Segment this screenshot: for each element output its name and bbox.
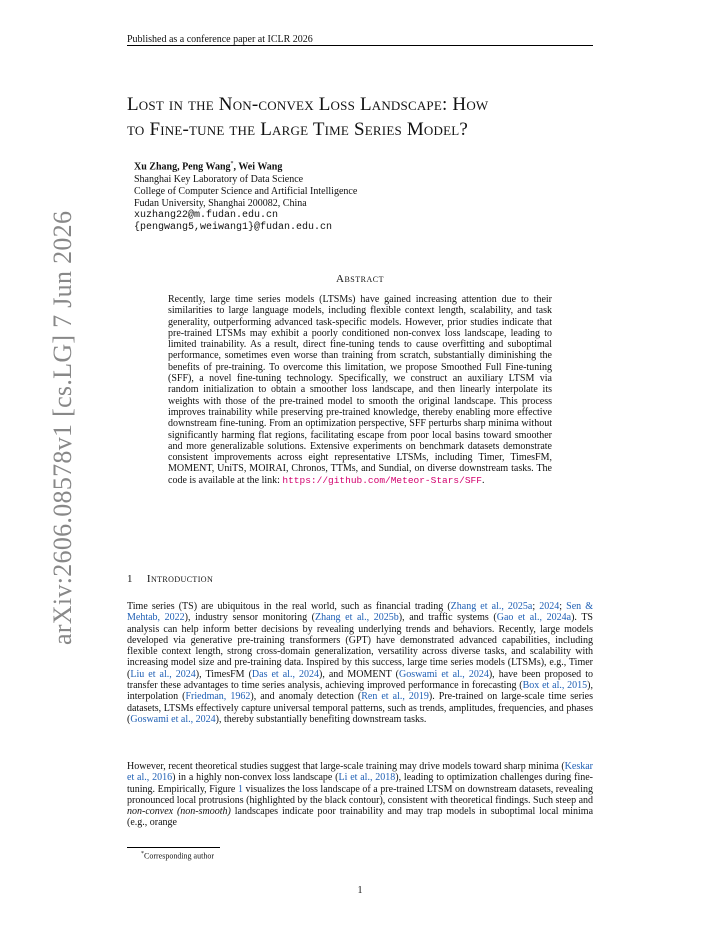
paragraph-text: However, recent theoretical studies suggest that large-scale training may drive models toward sharp minima (	[127, 761, 565, 772]
intro-paragraph-2	[127, 761, 593, 829]
arxiv-identifier: arXiv:2606.08578v1 [cs.LG] 7 Jun 2026	[48, 210, 77, 645]
citation-link[interactable]: Zhang et al., 2025b	[315, 612, 399, 624]
author-block	[134, 158, 357, 235]
author-names-tail: , Wei Wang	[233, 161, 283, 173]
paragraph-text: ) in a highly non-convex loss landscape (	[172, 772, 339, 784]
affiliation-lab: Shanghai Key Laboratory of Data Science	[134, 173, 304, 185]
footnote-rule	[127, 847, 220, 848]
citation-link[interactable]: Keskar et al., 2016	[127, 761, 593, 784]
affiliation-college: College of Computer Science and Artificial Intelligence	[134, 185, 358, 197]
title-line-2: to Fine-tune the Large Time Series Model?	[127, 119, 469, 140]
abstract-heading: Abstract	[336, 273, 384, 285]
paragraph-text: ). Pre-trained on large-scale time series datasets, LTSMs effectively capture universal temporal patterns, such as trends, amplitudes, frequencies, and phases (	[127, 691, 594, 725]
abstract-text: Recently, large time series models (LTSMs) have gained increasing attention due to their similarities to large language models, including flexible context length, scalability, and task generality, outperforming advanced task-specific models. However, prior studies indicate that pre-trained LTSMs may exhibit a poorly conditioned non-convex loss landscape, leading to limited trainability. As a result, direct fine-tuning tends to cause overfitting and suboptimal performance, sometimes even worse than training from scratch, substantially diminishing the benefits of pre-training. To overcome this limitation, we propose Smoothed Full Fine-tuning (SFF), a novel fine-tuning technology. Specifically, we construct an auxiliary LTSM via random initialization to obtain a smoother loss landscape, and then linearly interpolate its weights with those of the pre-trained model to smooth the original landscape. This process improves trainability while preserving pre-trained knowledge, thereby enabling more effective downstream fine-tuning. From an optimization perspective, SFF perturbs sharp minima without significantly harming flat regions, facilitating escape from poor local basins toward smoother and more generalizable solutions. Extensive experiments on benchmark datasets demonstrate consistent improvements across eight representative LTSMs, including Timer, TimesFM, MOMENT, UniTS, MOIRAI, Chronos, TTMs, and Sundial, on diverse downstream tasks. The code is available at the link:	[168, 294, 552, 486]
citation-link[interactable]: Goswami et al., 2024	[398, 668, 489, 680]
abstract-body: Recently, large time series models (LTSMs) have gained increasing attention due to their similarities to large language models, including flexible context length, scalability, and task generality, outperforming advanced task-specific models. However, prior studies indicate that pre-trained LTSMs may exhibit a poorly conditioned non-convex loss landscape, leading to limited trainability. As a result, direct fine-tuning tends to cause overfitting and suboptimal performance, sometimes even worse than training from scratch, substantially diminishing the benefits of pre-training. To overcome this limitation, we propose Smoothed Full Fine-tuning (SFF), a novel fine-tuning technology. Specifically, we construct an auxiliary LTSM via random initialization to obtain a smoother loss landscape, and then linearly interpolate its weights with those of the pre-trained model to smooth the original landscape. This process improves trainability while preserving pre-trained knowledge, thereby enabling more effective downstream fine-tuning. From an optimization perspective, SFF perturbs sharp minima without significantly harming flat regions, facilitating escape from poor local basins toward smoother and more generalizable solutions. Extensive experiments on benchmark datasets demonstrate consistent improvements across eight representative LTSMs, including Timer, TimesFM, MOMENT, UniTS, MOIRAI, Chronos, TTMs, and Sundial, on diverse downstream tasks. The code is available at the link: https://github.com/Meteor-Stars/SFF.	[168, 294, 552, 486]
email-2[interactable]: {pengwang5,weiwang1}@fudan.edu.cn	[134, 222, 333, 234]
paragraph-text: Time series (TS) are ubiquitous in the real world, such as financial trading (	[127, 601, 451, 612]
page-number: 1	[357, 885, 363, 896]
paragraph-text: ), TimesFM (	[195, 668, 252, 680]
paragraph-text: ;	[532, 601, 540, 612]
section-title: Introduction	[146, 573, 214, 585]
running-header: Published as a conference paper at ICLR 2026	[127, 34, 313, 45]
paragraph-text: ), industry sensor monitoring (	[184, 612, 315, 624]
author-names	[134, 158, 357, 174]
footnote-mark: *	[141, 851, 144, 857]
paragraph-text: ), thereby substantially benefiting downstream tasks.	[215, 713, 427, 725]
emphasis-text: non-convex (non-smooth)	[127, 806, 231, 818]
paragraph-text: ), interpolation (	[127, 680, 594, 703]
paragraph-text: ), and anomaly detection (	[250, 691, 362, 703]
section-heading	[127, 573, 213, 585]
section-number: 1	[127, 573, 133, 585]
citation-link[interactable]: Liu et al., 2024	[130, 668, 196, 680]
paper-title	[127, 92, 597, 142]
title-line-1: Lost in the Non-convex Loss Landscape: How	[127, 94, 489, 115]
citation-link[interactable]: Li et al., 2018	[338, 772, 396, 784]
affiliation-university: Fudan University, Shanghai 200082, China	[134, 197, 307, 209]
author-names-main: Xu Zhang, Peng Wang	[134, 161, 231, 173]
code-link[interactable]: https://github.com/Meteor-Stars/SFF	[282, 474, 482, 486]
citation-link[interactable]: Ren et al., 2019	[361, 691, 429, 703]
intro-paragraph-1	[127, 601, 593, 725]
paragraph-text: ), and traffic systems (	[398, 612, 497, 624]
paragraph-text: ), leading to optimization challenges during fine-tuning. Empirically, Figure	[127, 772, 593, 795]
citation-link[interactable]: Gao et al., 2024a	[496, 612, 572, 624]
paragraph-text: ). TS analysis can help inform better decisions by revealing underlying trends and behaviors. Recently, large models developed via generative pre-training transformers (GPT) have demonstrated advanced capabilities, including flexible context length, strong cross-domain generalization, versatility across diverse tasks, and scalability with increasing model size and pre-training data. Inspired by this success, large time series models (LTSMs), e.g., Timer (	[127, 612, 593, 680]
paragraph-text: landscapes indicate poor trainability and may trap models in suboptimal local minima (e.g., orange	[127, 806, 594, 829]
citation-link[interactable]: Friedman, 1962	[185, 691, 251, 703]
paragraph-text: visualizes the loss landscape of a pre-trained LTSM on downstream datasets, revealing pronounced local protrusions (highlighted by the black contour), consistent with theoretical findings. Such steep and	[127, 783, 594, 806]
paragraph-text: ), and MOMENT (	[319, 668, 399, 680]
paragraph-text: ;	[559, 601, 567, 612]
citation-link[interactable]: Box et al., 2015	[522, 680, 588, 692]
citation-link[interactable]: 2024	[539, 601, 560, 612]
paragraph-text: ), have been proposed to transfer these advantages to time series analysis, achieving improved performance in forecasting (	[127, 668, 593, 692]
footnote-text: Corresponding author	[144, 851, 214, 861]
citation-link[interactable]: Das et al., 2024	[251, 668, 319, 680]
header-rule	[127, 45, 593, 46]
citation-link[interactable]: Zhang et al., 2025a	[450, 601, 533, 612]
corresponding-mark: *	[230, 161, 234, 167]
footnote	[141, 851, 214, 861]
citation-link[interactable]: Sen & Mehtab, 2022	[127, 601, 594, 624]
citation-link[interactable]: 1	[237, 783, 243, 795]
email-1[interactable]: xuzhang22@m.fudan.edu.cn	[134, 210, 279, 222]
citation-link[interactable]: Goswami et al., 2024	[130, 713, 216, 725]
